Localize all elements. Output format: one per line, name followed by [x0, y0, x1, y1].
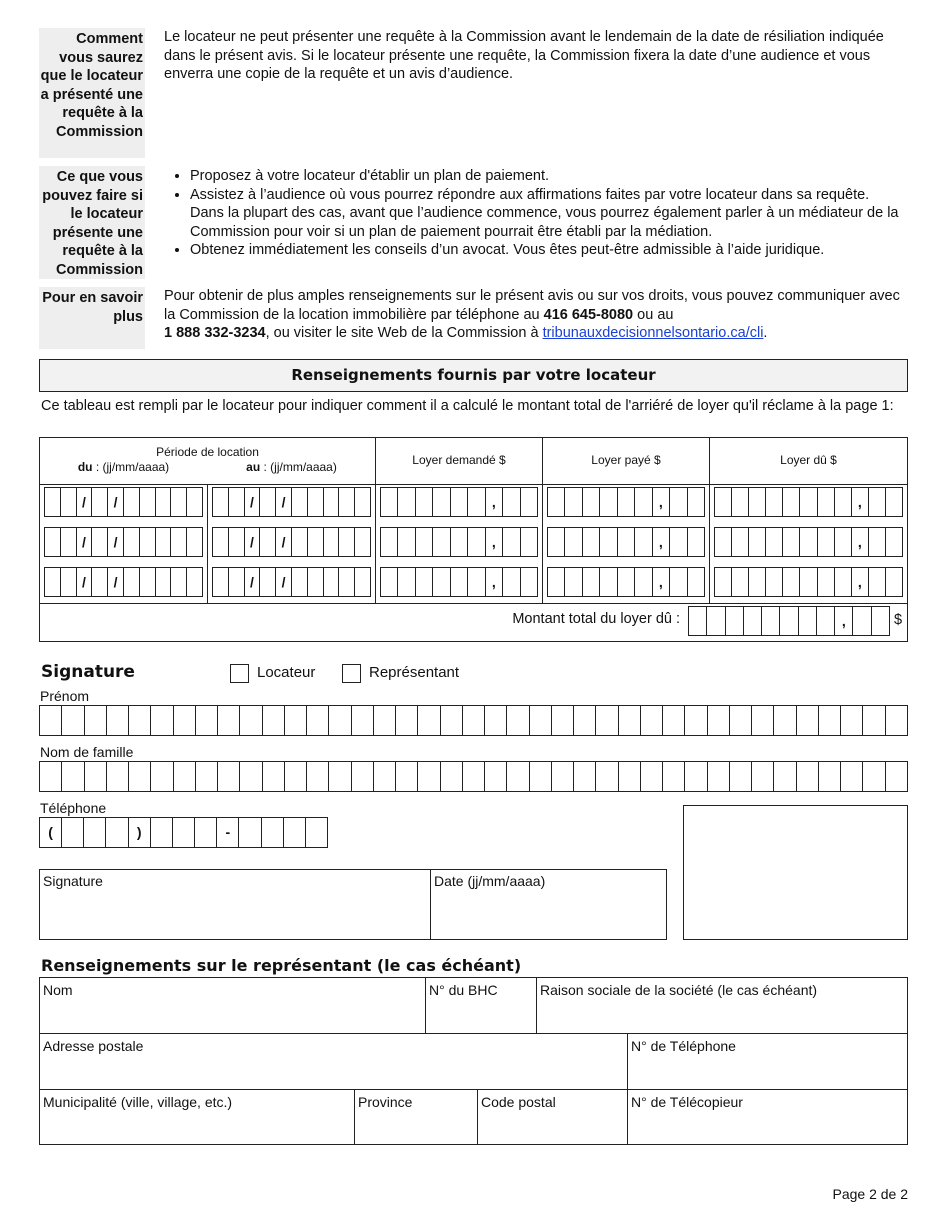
first-name-label: Prénom	[40, 688, 90, 704]
stamp-box	[683, 805, 908, 940]
last-name-input[interactable]	[39, 761, 908, 792]
rent-charged-input[interactable]: ,	[380, 567, 538, 597]
rent-owing-input[interactable]: ,	[714, 487, 903, 517]
phone-tollfree: 1 888 332-3234	[164, 325, 266, 341]
total-rent-owing-input[interactable]: ,	[688, 606, 890, 636]
ltb-website-link[interactable]: tribunauxdecisionnelsontario.ca/cli	[542, 325, 764, 341]
first-name-input[interactable]	[39, 705, 908, 736]
rent-owing-input[interactable]: ,	[714, 567, 903, 597]
rent-paid-input[interactable]: ,	[547, 527, 705, 557]
signature-field-label: Signature	[43, 873, 103, 889]
representative-section-title: Renseignements sur le représentant (le cas échéant)	[41, 956, 522, 975]
rep-municipality-label: Municipalité (ville, village, etc.)	[43, 1094, 233, 1110]
col-rent-paid-header: Loyer payé $	[591, 453, 661, 467]
landlord-section-intro: Ce tableau est rempli par le locateur pour indiquer comment il a calculé le montant total de l'arriéré de loyer qu'il réclame à la page 1:	[41, 398, 894, 414]
col-rent-charged-header: Loyer demandé $	[412, 453, 506, 467]
col-period-header: Période de location	[156, 445, 259, 459]
landlord-checkbox[interactable]	[230, 664, 249, 683]
phone-local: 416 645-8080	[543, 306, 634, 323]
info-text-what-to-do	[164, 167, 904, 260]
rent-paid-input[interactable]: ,	[547, 567, 705, 597]
rent-period-to-input[interactable]: / /	[212, 527, 371, 557]
rep-postal-label: Code postal	[481, 1094, 556, 1110]
info-text-application: Le locateur ne peut présenter une requête à la Commission avant le lendemain de la date de résiliation indiquée dans le présent avis. Si le locateur présente une requête, la Commission fixera la date d’une audience et vous enverra une copie de la requête et un avis d’audience.	[164, 29, 884, 82]
rep-name-label: Nom	[43, 982, 73, 998]
rent-paid-input[interactable]: ,	[547, 487, 705, 517]
col-to-header: au : (jj/mm/aaaa)	[246, 460, 337, 474]
rent-period-to-input[interactable]: / /	[212, 567, 371, 597]
rep-phone-label: N° de Téléphone	[631, 1038, 736, 1054]
rent-period-from-input[interactable]: / /	[44, 567, 203, 597]
signature-field[interactable]	[40, 886, 429, 938]
info-label-more-info: Pour en savoir plus	[39, 287, 145, 349]
bullet-item: • Proposez à votre locateur d'établir un plan de paiement.	[190, 167, 904, 186]
landlord-checkbox-label: Locateur	[257, 664, 316, 681]
currency-symbol: $	[894, 612, 903, 628]
rent-owing-input[interactable]: ,	[714, 527, 903, 557]
rep-company-label: Raison sociale de la société (le cas échéant)	[540, 982, 818, 998]
date-field-label: Date (jj/mm/aaaa)	[434, 873, 546, 889]
representative-checkbox[interactable]	[342, 664, 361, 683]
rep-address-label: Adresse postale	[43, 1038, 144, 1054]
rent-period-from-input[interactable]: / /	[44, 487, 203, 517]
rep-lsuc-label: N° du BHC	[429, 982, 498, 998]
representative-checkbox-label: Représentant	[369, 664, 460, 681]
last-name-label: Nom de famille	[40, 744, 134, 760]
rep-province-label: Province	[358, 1094, 413, 1110]
info-label-application: Comment vous saurez que le locateur a présenté une requête à la Commission	[39, 28, 145, 158]
bullet-item: • Obtenez immédiatement les conseils d’un avocat. Vous êtes peut-être admissible à l’aide juridique.	[190, 241, 904, 260]
signature-section-title: Signature	[41, 662, 135, 682]
col-from-header: du : (jj/mm/aaaa)	[77, 460, 170, 474]
rent-charged-input[interactable]: ,	[380, 527, 538, 557]
info-label-what-to-do: Ce que vous pouvez faire si le locateur présente une requête à la Commission	[39, 166, 145, 279]
rent-charged-input[interactable]: ,	[380, 487, 538, 517]
bullet-item: • Assistez à l’audience où vous pourrez répondre aux affirmations faites par votre locateur dans sa requête. Dans la plupart des cas, avant que l’audience commence, vous pourrez également parler à un médiateur de la Commission pour voir si un plan de paiement pourrait être établi par la médiation.	[190, 186, 904, 242]
phone-label: Téléphone	[40, 800, 107, 816]
rent-period-to-input[interactable]: / /	[212, 487, 371, 517]
representative-table	[39, 977, 908, 1145]
page-number: Page 2 de 2	[832, 1186, 908, 1202]
total-rent-owing-label: Montant total du loyer dû :	[512, 611, 680, 627]
info-text-more-info: Pour obtenir de plus amples renseignements sur le présent avis ou sur vos droits, vous pouvez communiquer avec la Commission de la location immobilière par téléphone au 416 645-8080 ou au 1 888 332-3234, ou visiter le site Web de la Commission à tribunauxdecisionnelsontario.ca/cli.	[164, 288, 900, 341]
rent-table	[39, 437, 908, 642]
date-field[interactable]	[431, 886, 665, 938]
phone-input[interactable]: ( ) -	[39, 817, 328, 848]
landlord-section-header: Renseignements fournis par votre locateur	[39, 359, 908, 392]
rep-fax-label: N° de Télécopieur	[631, 1094, 743, 1110]
rent-period-from-input[interactable]: / /	[44, 527, 203, 557]
col-rent-owing-header: Loyer dû $	[780, 453, 837, 467]
